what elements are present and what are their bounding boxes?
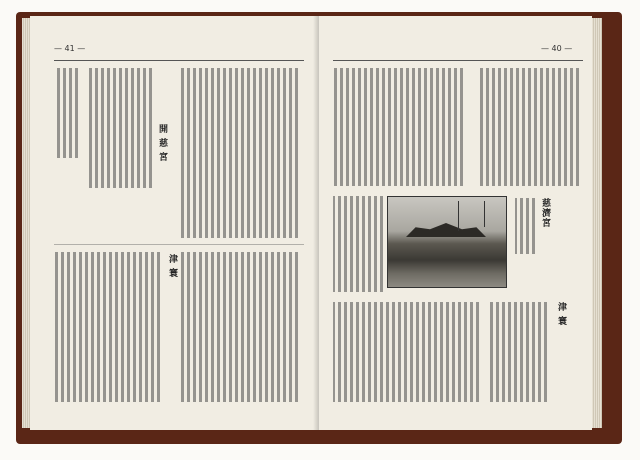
photo-pole <box>458 201 459 231</box>
column-rule <box>54 244 304 245</box>
text-block <box>487 302 547 402</box>
text-block <box>54 68 78 158</box>
label: 津 寰 <box>556 302 566 327</box>
page-number: — 41 — <box>54 44 86 53</box>
header-rule <box>54 60 304 61</box>
right-page <box>319 16 592 430</box>
page-edges-right <box>592 18 602 428</box>
text-block <box>333 196 383 292</box>
page-edges-left <box>22 18 30 428</box>
temple-photo <box>387 196 507 288</box>
text-block <box>333 68 463 186</box>
text-block <box>479 68 579 186</box>
left-page <box>30 16 319 430</box>
label: 津 寰 <box>167 254 177 279</box>
text-block <box>88 68 152 188</box>
temple-roof-shape <box>406 223 486 237</box>
text-block <box>333 302 479 402</box>
photo-caption: 慈濟宮 <box>540 198 550 228</box>
text-block <box>54 252 160 402</box>
text-block <box>180 68 298 238</box>
text-block <box>515 198 535 254</box>
section-heading: 開 慈 宮 <box>157 124 167 163</box>
header-rule <box>333 60 583 61</box>
text-block <box>180 252 298 402</box>
page-number: — 40 — <box>541 44 573 53</box>
photo-pole <box>484 201 485 227</box>
